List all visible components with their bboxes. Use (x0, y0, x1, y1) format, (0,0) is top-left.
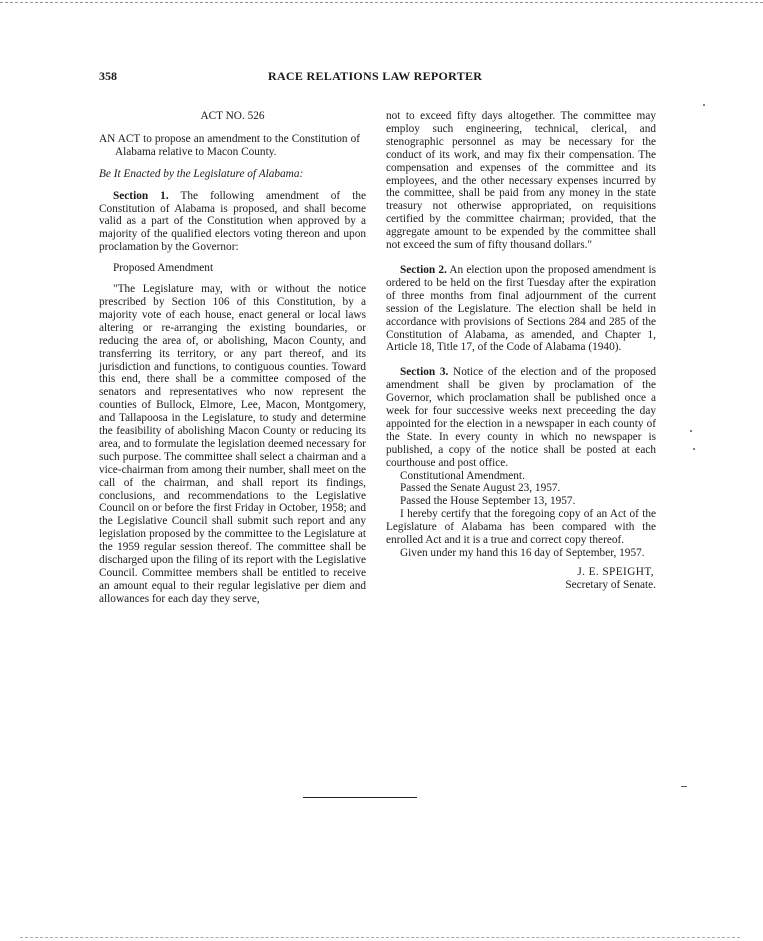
right-column (386, 110, 656, 592)
passed-senate: Passed the Senate August 23, 1957. (400, 482, 561, 495)
certification: I hereby certify that the foregoing copy of an Act of the Legislature of Alabama has been compared with the enrolled Act and it is a true and correct copy thereof. (386, 508, 656, 547)
amendment-continuation: not to exceed fifty days altogether. The committee may employ such engineering, technical, clerical, and stenographic personnel as may be necessary for the conduct of its work, and may fix their compensation. The compensation and expenses of the committee and its employees, and the other necessary expenses incurred by the committee, shall be paid from any money in the state treasury not otherwise appropriated, on requisitions certified by the committee chairman; provided, that the aggregate amount to be expended by the committee shall not exceed the sum of fifty thousand dollars." (386, 110, 656, 252)
passed-house: Passed the House September 13, 1957. (400, 495, 576, 508)
scan-speck (703, 104, 705, 106)
scan-speck (681, 786, 687, 787)
end-rule (303, 797, 417, 798)
proposed-amendment-heading: Proposed Amendment (113, 262, 214, 275)
signer-title: Secretary of Senate. (565, 578, 656, 591)
scan-speck (693, 448, 695, 450)
section-2-text: An election upon the proposed amendment is ordered to be held on the first Tuesday after the expiration of three months from final adjournment of the current session of the Legislature. The election shall be held in accordance with provisions of Sections 284 and 285 of the Constitution of Alabama, as amended, and Chapter 1, Article 18, Title 17, of the Code of Alabama (1940). (386, 263, 656, 354)
signer-name: J. E. SPEIGHT, (577, 565, 654, 578)
section-2 (386, 264, 656, 354)
section-3 (386, 366, 656, 469)
section-1 (99, 190, 366, 255)
amendment-text: "The Legislature may, with or without the notice prescribed by Section 106 of this Constitution, by a majority vote of each house, enact general or local laws altering or re-arranging the existing boundaries, or reducing the area of, or abolishing, Macon County, and transferring its territory, or any part thereof, and its jurisdiction and functions, to contiguous counties. Toward this end, there shall be a committee composed of the senators and representatives who now represent the counties of Bullock, Elmore, Lee, Macon, Montgomery, and Tallapoosa in the Legislature, to study and determine the feasibility of abolishing Macon County or reducing its area, and to formulate the legislation deemed necessary for such purpose. The committee shall select a chairman and a vice-chairman from among their number, shall meet on the call of the chairman, and shall report its findings, conclusions, and recommendations to the Legislative Council on or before the first Friday in October, 1958; and the Legislative Council shall submit such report and any legislation proposed by the committee to the Legislature at the 1959 regular session thereof. The committee shall be discharged upon the filing of its report with the Legislative Council. Committee members shall be entitled to receive an amount equal to their regular legislative per diem and allowances for each day they serve, (99, 283, 366, 605)
left-column (99, 110, 366, 606)
running-title: RACE RELATIONS LAW REPORTER (268, 69, 483, 83)
section-1-label: Section 1. (113, 189, 169, 202)
act-title: AN ACT to propose an amendment to the Constitution of Alabama relative to Macon County. (99, 132, 360, 158)
act-number: ACT NO. 526 (200, 110, 265, 122)
scan-edge-bottom (20, 937, 740, 938)
section-3-label: Section 3. (400, 366, 449, 379)
section-1-text: The following amendment of the Constitution of Alabama is proposed, and shall become valid as a part of the Constitution when approved by a majority of the qualified electors voting thereon and upon proclamation by the Governor: (99, 189, 366, 254)
constitutional-amendment: Constitutional Amendment. (400, 469, 525, 482)
page-number: 358 (99, 69, 117, 83)
signature-block (386, 566, 656, 592)
scan-speck (690, 430, 692, 432)
section-3-text: Notice of the election and of the proposed amendment shall be given by proclamation of the Governor, which proclamation shall be published once a week for four successive weeks next preceeding the day appointed for the election in a newspaper in each county of the State. In every county in which no newspaper is published, a copy of the notice shall be posted at each courthouse and post office. (386, 366, 656, 469)
enacting-clause: Be It Enacted by the Legislature of Alabama: (99, 167, 304, 180)
given-under-hand: Given under my hand this 16 day of September, 1957. (400, 547, 645, 559)
section-2-label: Section 2. (400, 263, 447, 276)
scan-edge-top (0, 2, 763, 3)
